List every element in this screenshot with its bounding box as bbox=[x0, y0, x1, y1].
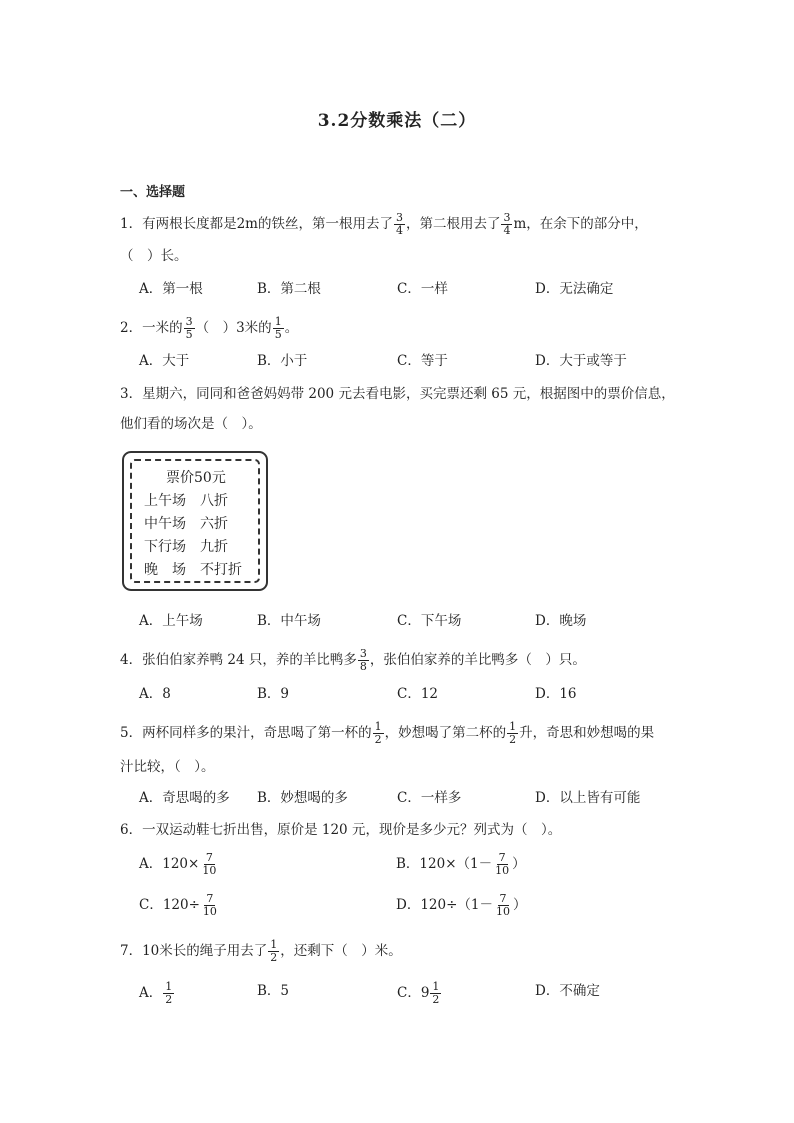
fraction-numerator: 3 bbox=[359, 647, 367, 660]
q3-option-b[interactable]: B．中午场 bbox=[257, 613, 321, 629]
q6-option-c[interactable] bbox=[139, 893, 220, 918]
q7-option-c-fraction bbox=[430, 981, 441, 1006]
q3-option-a[interactable]: A．上午场 bbox=[139, 613, 203, 629]
fraction-denominator: 2 bbox=[509, 733, 517, 746]
fraction-denominator: 2 bbox=[270, 951, 278, 964]
fraction-numerator: 1 bbox=[165, 980, 173, 993]
q1-fraction-1 bbox=[394, 212, 405, 237]
ticket-price: 票价50元 bbox=[166, 470, 226, 486]
q5-line-2: 汁比较，（ ）。 bbox=[120, 759, 215, 775]
question-4 bbox=[120, 648, 586, 673]
q5-text-a: 5．两杯同样多的果汁，奇思喝了第一杯的 bbox=[120, 725, 372, 741]
fraction-denominator: 2 bbox=[374, 733, 382, 746]
q7-text-a: 7．10米长的绳子用去了 bbox=[120, 943, 268, 959]
fraction-numerator: 1 bbox=[274, 315, 282, 328]
q2-text-c: 。 bbox=[284, 320, 299, 336]
q7-option-b[interactable]: B．5 bbox=[257, 983, 290, 999]
fraction-denominator: 5 bbox=[274, 328, 282, 341]
q1-fraction-2 bbox=[501, 212, 512, 237]
q1-text-e: m，在余下的部分中， bbox=[513, 216, 648, 232]
q2-fraction-1 bbox=[184, 316, 195, 341]
q5-option-a[interactable]: A．奇思喝的多 bbox=[139, 790, 230, 806]
q3-option-c[interactable]: C．下午场 bbox=[397, 613, 462, 629]
question-2 bbox=[120, 316, 298, 341]
q6-option-b-prefix: B．120×（1－ bbox=[396, 856, 493, 872]
fraction-numerator: 7 bbox=[499, 892, 507, 905]
q2-option-b[interactable]: B．小于 bbox=[257, 353, 308, 369]
q3-line-2: 他们看的场次是（ ）。 bbox=[120, 416, 262, 432]
fraction-denominator: 2 bbox=[432, 993, 440, 1006]
q1-line-2: （ ）长。 bbox=[120, 248, 188, 264]
fraction-numerator: 7 bbox=[498, 851, 506, 864]
fraction-denominator: 10 bbox=[202, 905, 217, 918]
q2-text-a: 2．一米的 bbox=[120, 320, 183, 336]
q6-option-c-prefix: C．120÷ bbox=[139, 897, 200, 913]
q6-option-b-suffix: ） bbox=[512, 856, 526, 872]
q4-text-b: ，张伯伯家养的羊比鸭多（ ）只。 bbox=[369, 652, 586, 668]
q1-text-b: 2m bbox=[236, 216, 258, 232]
ticket-price-board bbox=[122, 451, 268, 591]
q5-text-b: ，妙想喝了第二杯的 bbox=[384, 725, 507, 741]
q7-option-a-prefix: A． bbox=[139, 985, 163, 1001]
q1-option-b[interactable]: B．第二根 bbox=[257, 281, 321, 297]
fraction-numerator: 1 bbox=[509, 720, 517, 733]
q6-option-a-prefix: A．120× bbox=[139, 856, 200, 872]
question-5 bbox=[120, 721, 654, 746]
q4-text-a: 4．张伯伯家养鸭 24 只，养的羊比鸭多 bbox=[120, 652, 357, 668]
q7-text-b: ，还剩下（ ）米。 bbox=[280, 943, 402, 959]
fraction-denominator: 8 bbox=[359, 660, 367, 673]
q5-option-b[interactable]: B．妙想喝的多 bbox=[257, 790, 348, 806]
q1-text-a: 1．有两根长度都是 bbox=[120, 216, 237, 232]
q1-text-d: ，第二根用去了 bbox=[405, 216, 501, 232]
q7-option-c-prefix: C．9 bbox=[397, 985, 430, 1001]
q6-option-d-prefix: D．120÷（1－ bbox=[396, 897, 493, 913]
fraction-numerator: 3 bbox=[185, 315, 193, 328]
page-title: 3.2分数乘法（二） bbox=[317, 111, 477, 131]
q3-line-1: 3．星期六，同同和爸爸妈妈带 200 元去看电影，买完票还剩 65 元，根据图中的票价信息， bbox=[120, 386, 675, 402]
q5-option-d[interactable]: D．以上皆有可能 bbox=[535, 790, 641, 806]
q3-option-d[interactable]: D．晚场 bbox=[535, 613, 587, 629]
question-6: 6．一双运动鞋七折出售，原价是 120 元，现价是多少元？列式为（ ）。 bbox=[120, 822, 562, 838]
fraction-numerator: 1 bbox=[374, 720, 382, 733]
q6-option-a-fraction bbox=[200, 852, 218, 877]
question-1 bbox=[120, 212, 648, 237]
q4-fraction-1 bbox=[358, 648, 369, 673]
q6-option-a[interactable] bbox=[139, 852, 219, 877]
q2-option-a[interactable]: A．大于 bbox=[139, 353, 190, 369]
q1-option-d[interactable]: D．无法确定 bbox=[535, 281, 614, 297]
q1-option-c[interactable]: C．一样 bbox=[397, 281, 448, 297]
q6-option-d[interactable] bbox=[396, 893, 527, 918]
fraction-numerator: 3 bbox=[395, 211, 403, 224]
q7-fraction-1 bbox=[268, 939, 279, 964]
q4-option-b[interactable]: B．9 bbox=[257, 686, 290, 702]
q5-fraction-1 bbox=[373, 721, 384, 746]
q4-option-a[interactable]: A．8 bbox=[139, 686, 171, 702]
q6-option-d-suffix: ） bbox=[513, 897, 527, 913]
q1-option-a[interactable]: A．第一根 bbox=[139, 281, 203, 297]
q2-fraction-2 bbox=[273, 316, 284, 341]
fraction-denominator: 4 bbox=[395, 224, 403, 237]
fraction-denominator: 4 bbox=[503, 224, 511, 237]
ticket-row-evening: 晚 场 不打折 bbox=[144, 562, 242, 578]
q4-option-d[interactable]: D．16 bbox=[535, 686, 577, 702]
q5-option-c[interactable]: C．一样多 bbox=[397, 790, 462, 806]
ticket-row-afternoon: 下行场 九折 bbox=[144, 539, 228, 555]
q2-text-b: （ ）3米的 bbox=[195, 320, 272, 336]
ticket-row-noon: 中午场 六折 bbox=[144, 516, 228, 532]
fraction-denominator: 10 bbox=[202, 864, 217, 877]
section-heading: 一、选择题 bbox=[120, 185, 186, 200]
fraction-numerator: 1 bbox=[270, 938, 278, 951]
fraction-numerator: 7 bbox=[205, 851, 213, 864]
fraction-denominator: 2 bbox=[165, 993, 173, 1006]
q1-text-c: 的铁丝，第一根用去了 bbox=[257, 216, 393, 232]
q2-option-d[interactable]: D．大于或等于 bbox=[535, 353, 627, 369]
q2-option-c[interactable]: C．等于 bbox=[397, 353, 448, 369]
q5-text-c: 升，奇思和妙想喝的果 bbox=[519, 725, 655, 741]
fraction-numerator: 1 bbox=[432, 980, 440, 993]
q4-option-c[interactable]: C．12 bbox=[397, 686, 439, 702]
q7-option-d[interactable]: D．不确定 bbox=[535, 983, 600, 999]
q7-option-c[interactable] bbox=[397, 981, 442, 1006]
fraction-numerator: 7 bbox=[206, 892, 214, 905]
q6-option-b-fraction bbox=[493, 852, 511, 877]
fraction-denominator: 5 bbox=[185, 328, 193, 341]
q7-option-a-fraction bbox=[163, 981, 174, 1006]
fraction-denominator: 10 bbox=[495, 864, 510, 877]
question-7 bbox=[120, 939, 402, 964]
fraction-numerator: 3 bbox=[503, 211, 511, 224]
q7-option-a[interactable] bbox=[139, 981, 175, 1006]
q6-option-b[interactable] bbox=[396, 852, 526, 877]
q6-option-d-fraction bbox=[494, 893, 512, 918]
q6-option-c-fraction bbox=[201, 893, 219, 918]
ticket-row-morning: 上午场 八折 bbox=[144, 493, 228, 509]
fraction-denominator: 10 bbox=[496, 905, 510, 918]
q5-fraction-2 bbox=[507, 721, 518, 746]
